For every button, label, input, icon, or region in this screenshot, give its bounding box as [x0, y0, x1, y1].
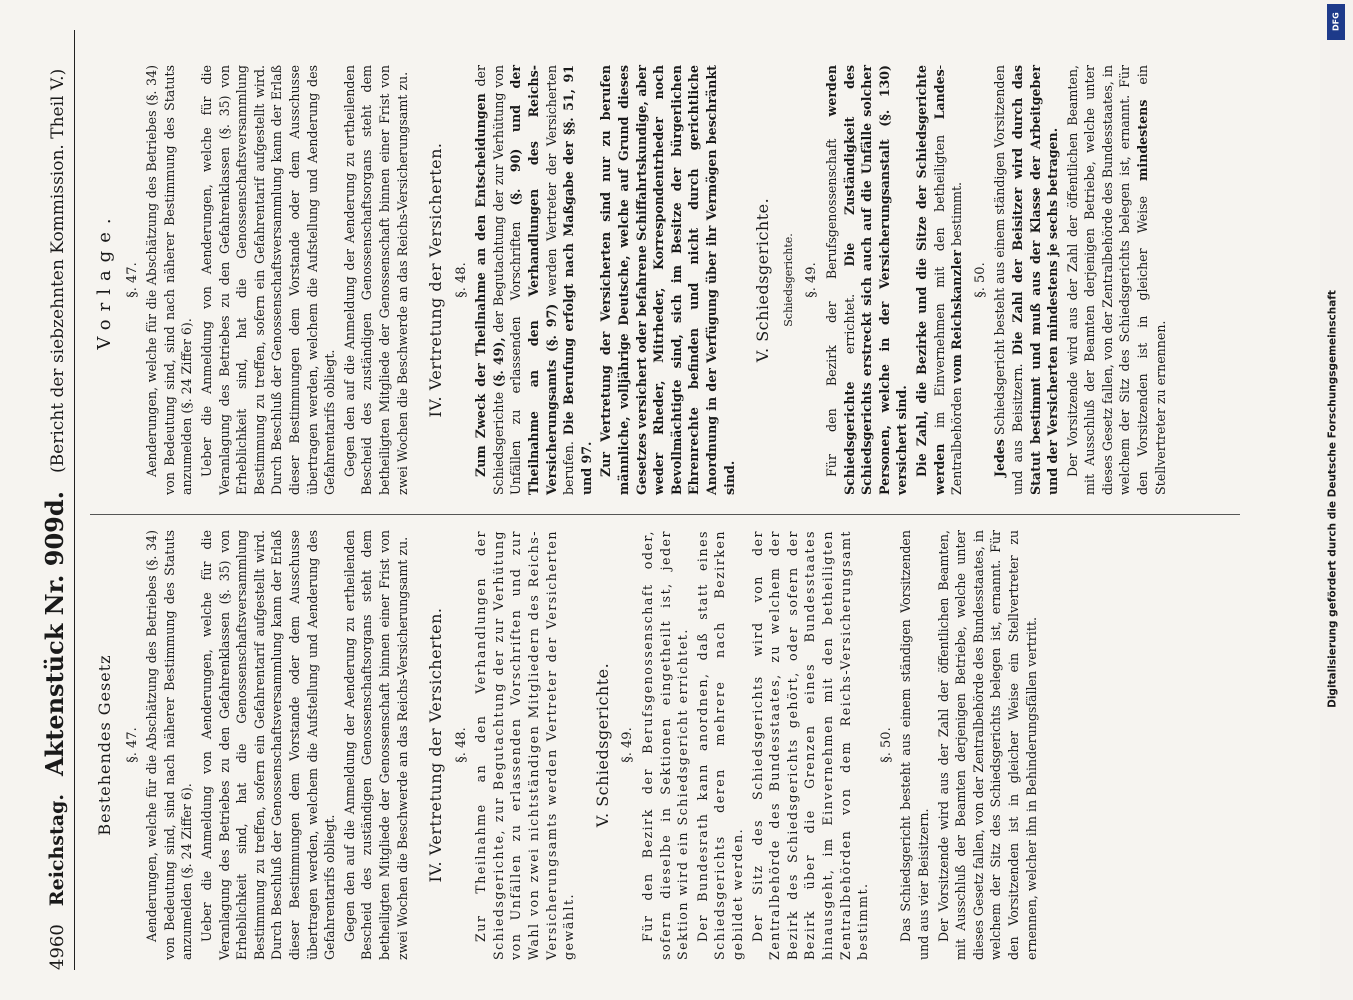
text: -Zentralbehörden — [931, 65, 965, 495]
paragraph: Der Bundesrath kann anordnen, daß statt eines Schiedsgerichts deren mehrere nach Bezirken gebildet werden. — [694, 530, 745, 960]
header-left-label: Reichstag. — [46, 794, 68, 907]
dfg-logo: DFG — [1327, 4, 1345, 40]
paragraph: Gegen den auf die Anmeldung der Aenderung zu ertheilenden Bescheid des zuständigen Genossenschaftsorgans steht dem betheiligten Mitgliede der Genossenschaft binnen einer Frist von zwei Wochen die Beschwerde an das Reichs-Versicherungsamt zu. — [341, 65, 410, 495]
bold-text: Die Zahl, die Bezirke und die Sitze der Schiedsgerichte werden — [913, 65, 947, 495]
text: Der Vorsitzende wird aus der Zahl der öffentlichen Beamten, mit Ausschluß der Beamten derjenigen Betriebe, welche unter dieses Gesetz fallen, von der Zentralbehörde des Bundesstaates, in welchem der Sitz des Schiedsgerichts belegen ist, ernannt. Für den Vorsitzenden ist in gleicher Weise — [1064, 65, 1151, 495]
text: bestimmt. — [949, 181, 965, 250]
digitization-credit — [1325, 0, 1349, 1000]
section-label: §. 48. — [453, 262, 469, 298]
document-number: Aktenstück Nr. 909d. — [40, 490, 69, 777]
section-label: §. 47. — [124, 727, 140, 763]
text: der Begutachtung der zur Verhütung von Unfällen zu erlassenden Vorschriften — [490, 65, 524, 495]
text: der Schiedsgerichte — [473, 64, 506, 495]
text: im Einvernehmen mit den betheiligten — [931, 119, 947, 444]
bold-text: Die Zahl der Beisitzer wird durch das Statut bestimmt und muß aus der Klasse der Arbeitgeber und der Versicherten mindestens je sechs betragen. — [1009, 65, 1061, 495]
bold-text: Die Berufung erfolgt nach Maßgabe der §§. 51, 91 und 97. — [561, 65, 594, 495]
column-existing-law — [90, 530, 1170, 960]
bold-text: vom Reichskanzler — [949, 249, 965, 384]
part-heading: IV. Vertretung der Versicherten. — [426, 142, 446, 418]
paragraph — [823, 65, 911, 495]
part-heading: V. Schiedsgerichte. — [592, 662, 612, 828]
page-header — [40, 30, 75, 970]
paragraph: Der Vorsitzende wird aus der Zahl der öffentlichen Beamten, mit Ausschluß der Beamten derjenigen Betriebe, welche unter dieses Gesetz fallen, von der Zentralbehörde des Bundesstaates, in welchem der Sitz des Schiedsgerichts belegen ist, ernannt. Für den Vorsitzenden ist in gleicher Weise ein Stellvertreter zu ernennen, welcher ihn in Behinderungsfällen vertritt. — [935, 530, 1039, 960]
bold-text: (§. 90) und der Theilnahme an den Verhandlungen des Reichs-Versicherungsamts (§. 97) — [508, 65, 559, 495]
column-divider — [90, 514, 1240, 515]
text: Für den Bezirk der Berufsgenossenschaft — [823, 116, 839, 477]
section-label: §. 47. — [124, 262, 140, 298]
credit-text: Digitalisierung gefördert durch die Deutsche Forschungsgemeinschaft — [1326, 290, 1339, 708]
bold-text: mindestens — [1135, 99, 1151, 181]
paragraph — [1064, 65, 1170, 495]
bold-text: Landes — [931, 69, 947, 120]
paragraph: Für den Bezirk der Berufsgenossenschaft oder, sofern dieselbe in Sektionen eingetheilt ist, jeder Sektion wird ein Schiedsgericht errichtet. — [640, 530, 691, 960]
paragraph: Der Sitz des Schiedsgerichts wird von der Zentralbehörde des Bundesstaates, zu welchem der Bezirk des Schiedsgerichts gehört, oder sofern der Bezirk über die Grenzen eines Bundesstaates hinausgeht, im Einvernehmen mit den betheiligten Zentralbehörden von dem Reichs-Versicherungsamt bestimmt. — [749, 530, 871, 960]
paragraph: Aenderungen, welche für die Abschätzung des Betriebes (§. 34) von Bedeutung sind, sind nach näherer Bestimmung des Statuts anzumelden (§. 24 Ziffer 6). — [144, 65, 195, 495]
paragraph: Zur Vertretung der Versicherten sind nur zu berufen männliche, volljährige Deutsche, welche auf Grund dieses Gesetzes versichert oder befahrene Schiffahrtskundige, aber weder Rheder, Mitrheder, Korrespondentrheder noch Bevollmächtigte sind, sich im Besitze der bürgerlichen Ehrenrechte befinden und nicht durch gerichtliche Anordnung in der Verfügung über ihr Vermögen beschränkt sind. — [598, 65, 737, 495]
bold-text: (§. 49), — [490, 337, 506, 388]
column-title: Vorlage. — [94, 210, 115, 350]
text: errichtet. — [841, 266, 857, 382]
part-heading: IV. Vertretung der Versicherten. — [426, 607, 446, 883]
column-title: Bestehendes Gesetz — [95, 654, 114, 836]
bold-text: Jedes — [992, 439, 1008, 477]
paragraph — [991, 65, 1061, 495]
text: Schiedsgericht besteht aus einem ständigen Vorsitzenden und aus Beisitzern. — [992, 64, 1025, 495]
part-heading: V. Schiedsgerichte. — [753, 197, 773, 363]
bold-text: Die Zuständigkeit des Schiedsgerichts erstreckt sich auch auf die Unfälle solcher Personen, welche in der Versicherungsanstalt (§. 130) versichert sind. — [841, 65, 910, 495]
paragraph — [913, 65, 966, 495]
text: ein Stellvertreter zu ernennen. — [1135, 65, 1168, 495]
bold-text: werden Schiedsgerichte — [823, 65, 857, 495]
paragraph: Aenderungen, welche für die Abschätzung des Betriebes (§. 34) von Bedeutung sind, sind nach näherer Bestimmung des Statuts anzumelden (§. 24 Ziffer 6). — [144, 530, 195, 960]
paragraph: Zur Theilnahme an den Verhandlungen der Schiedsgerichte, zur Begutachtung der zur Verhütung von Unfällen zu erlassenden Vorschriften und zur Wahl von zwei nichtständigen Mitgliedern des Reichs-Versicherungsamts werden Vertreter der Versicherten gewählt. — [473, 530, 577, 960]
section-label: §. 49. — [620, 727, 636, 763]
section-label: §. 48. — [453, 727, 469, 763]
section-label: §. 50. — [972, 262, 988, 298]
paragraph: Das Schiedsgericht besteht aus einem ständigen Vorsitzenden und aus vier Beisitzern. — [898, 530, 931, 960]
text: werden Vertreter der Versicherten berufen. — [543, 65, 577, 495]
bold-text: Zum Zweck der Theilnahme an den Entscheidungen — [473, 93, 489, 477]
column-proposal — [90, 65, 1280, 495]
header-rest: (Bericht der siebzehnten Kommission. Theil V.) — [48, 68, 68, 473]
paragraph: Ueber die Anmeldung von Aenderungen, welche für die Veranlagung des Betriebes zu den Gefahrenklassen (§. 35) von Erheblichkeit sind, hat die Genossenschaftsversammlung Bestimmung zu treffen, sofern ein Gefahrentarif aufgestellt wird. Durch Beschluß der Genossenschaftsversammlung kann der Erlaß dieser Bestimmungen dem Vorstande oder dem Ausschusse übertragen werden, welchem die Aufstellung und Aenderung des Gefahrentarifs obliegt. — [198, 65, 338, 495]
page-number: 4960 — [47, 924, 68, 970]
sub-heading: Schiedsgerichte. — [781, 233, 795, 327]
section-label: §. 49. — [804, 262, 820, 298]
paragraph — [472, 65, 595, 495]
section-label: §. 50. — [878, 727, 894, 763]
paragraph: Gegen den auf die Anmeldung der Aenderung zu ertheilenden Bescheid des zuständigen Genossenschaftsorgans steht dem betheiligten Mitgliede der Genossenschaft binnen einer Frist von zwei Wochen die Beschwerde an das Reichs-Versicherungsamt zu. — [341, 530, 410, 960]
paragraph: Ueber die Anmeldung von Aenderungen, welche für die Veranlagung des Betriebes zu den Gefahrenklassen (§. 35) von Erheblichkeit sind, hat die Genossenschaftsversammlung Bestimmung zu treffen, sofern ein Gefahrentarif aufgestellt wird. Durch Beschluß der Genossenschaftsversammlung kann der Erlaß dieser Bestimmungen dem Vorstande oder dem Ausschusse übertragen werden, welchem die Aufstellung und Aenderung des Gefahrentarifs obliegt. — [198, 530, 338, 960]
